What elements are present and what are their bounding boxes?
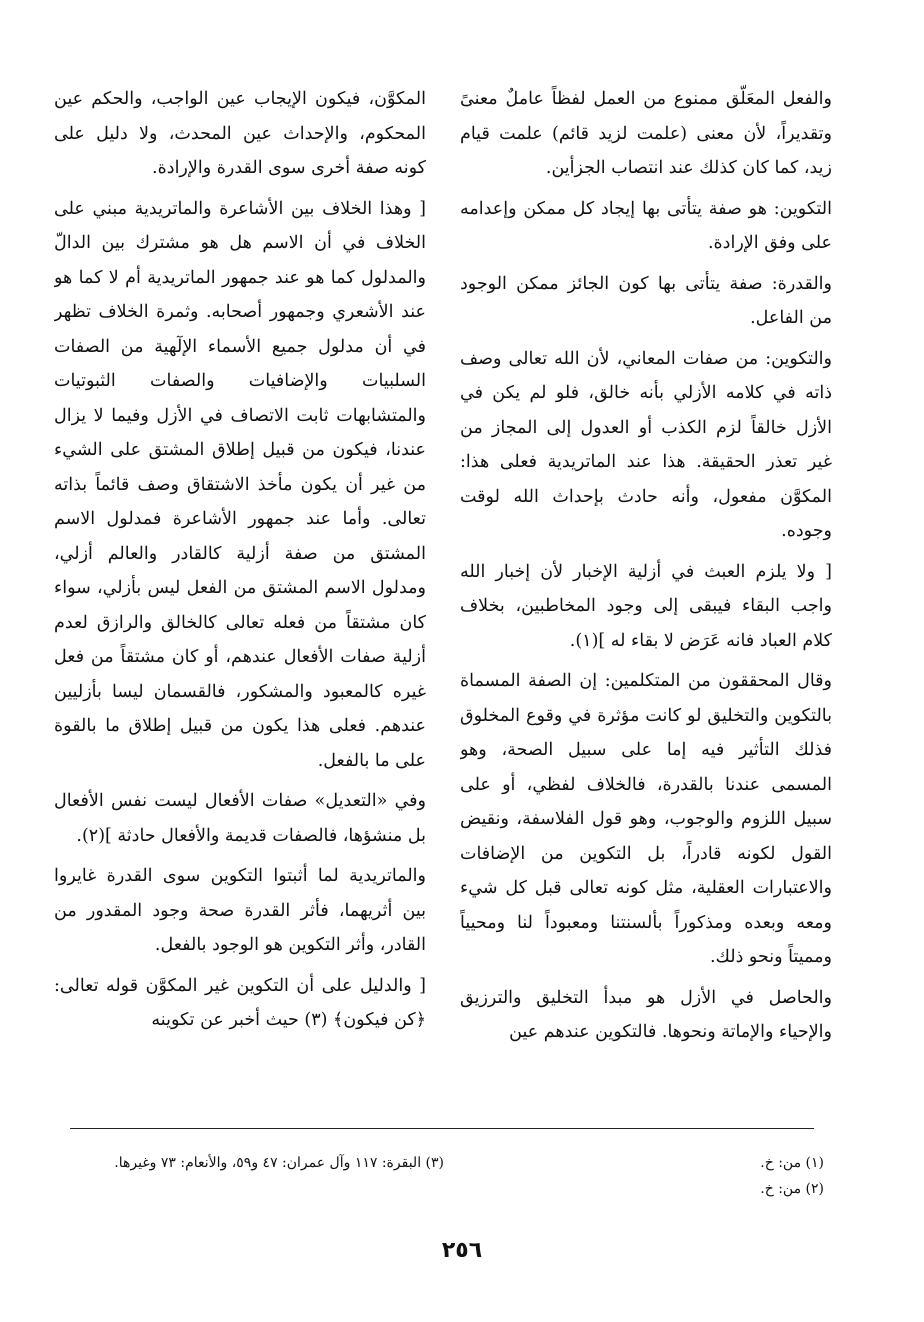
right-paragraph: وقال المحققون من المتكلمين: إن الصفة المسماة بالتكوين والتخليق لو كانت مؤثرة في وقوع المخلوق فذلك التأثير فيه إما على سبيل الصحة، وهو المسمى عندنا بالقدرة، فالخلاف لفظي، أو على سبيل اللزوم والوجوب، وهو قول الفلاسفة، ونقيض القول لكونه قادراً، بل التكوين من الإضافات والاعتبارات العقلية، مثل كونه تعالى قبل كل شيء ومعه وبعده ومذكوراً بألسنتنا ومعبوداً لنا ومحيياً ومميتاً ونحو ذلك. <box>460 671 832 967</box>
footnote: (٣) البقرة: ١١٧ وآل عمران: ٤٧ و٥٩، والأنعام: ٧٣ وغيرها. <box>114 1155 444 1171</box>
right-paragraph: التكوين: هو صفة يتأتى بها إيجاد كل ممكن وإعدامه على وفق الإرادة. <box>460 198 832 253</box>
left-paragraph: [ وهذا الخلاف بين الأشاعرة والماتريدية مبني على الخلاف في أن الاسم هل هو مشترك بين الدالّ والمدلول كما هو عند جمهور الماتريدية أم لا كما هو عند الأشعري وجمهور أصحابه. وثمرة الخلاف تظهر في أن مدلول جميع الأسماء الإلٓهية من الصفات السلبيات والإضافيات والصفات الثبوتيات والمتشابهات ثابت الاتصاف في الأزل وفيما لا يزال عندنا، فيكون من قبيل إطلاق المشتق على الشيء من غير أن يكون مأخذ الاشتقاق وصف قائماً بذاته تعالى. وأما عند جمهور الأشاعرة فمدلول الاسم المشتق من صفة أزلية كالقادر والعالم أزلي، ومدلول الاسم المشتق من الفعل ليس بأزلي، سواء كان مشتقاً من فعله تعالى كالخالق والرازق لعدم أزلية صفات الأفعال عندهم، أو كان مشتقاً من فعل غيره كالمعبود والمشكور، فالقسمان ليسا بأزليين عندهم. فعلى هذا يكون من قبيل إطلاق ما بالقوة على ما بالفعل. <box>54 198 426 771</box>
footnotes-left <box>74 1150 444 1176</box>
footnote: (٢) من: خ. <box>760 1181 824 1197</box>
right-paragraph: والفعل المعَلّق ممنوع من العمل لفظاً عاملٌ معنىً وتقديراً، لأن معنى (علمت لزيد قائم) علمت قيام زيد، كما كان كذلك عند انتصاب الجزأين. <box>460 89 832 178</box>
page-number: ٢٥٦ <box>441 1238 483 1263</box>
left-paragraph: والماتريدية لما أثبتوا التكوين سوى القدرة غايروا بين أثريهما، فأثر القدرة صحة وجود المقدور من القادر، وأثر التكوين هو الوجود بالفعل. <box>54 866 426 955</box>
left-text-column <box>54 82 426 1112</box>
right-text-column <box>460 82 832 1112</box>
right-paragraph: والحاصل في الأزل هو مبدأ التخليق والترزيق والإحياء والإماتة ونحوها. فالتكوين عندهم عين <box>460 987 832 1042</box>
footnote: (١) من: خ. <box>760 1155 824 1171</box>
right-paragraph: والقدرة: صفة يتأتى بها كون الجائز ممكن الوجود من الفاعل. <box>460 273 832 328</box>
left-paragraph: [ والدليل على أن التكوين غير المكوَّن قوله تعالى: ﴿كن فيكون﴾ (٣) حيث أخبر عن تكوينه <box>54 975 426 1030</box>
left-paragraph: وفي «التعديل» صفات الأفعال ليست نفس الأفعال بل منشؤها، فالصفات قديمة والأفعال حادثة ](٢). <box>54 791 426 846</box>
footnote-divider <box>70 1128 814 1129</box>
right-paragraph: والتكوين: من صفات المعاني، لأن الله تعالى وصف ذاته في كلامه الأزلي بأنه خالق، فلو لم يكن في الأزل خالقاً لزم الكذب أو العدول إلى المجاز من غير تعذر الحقيقة. هذا عند الماتريدية فعلى هذا: المكوَّن مفعول، وأنه حادث بإحداث الله لوقت وجوده. <box>460 348 832 541</box>
footnotes-right <box>524 1150 824 1202</box>
left-paragraph: المكوَّن، فيكون الإيجاب عين الواجب، والحكم عين المحكوم، والإحداث عين المحدث، ولا دليل على كونه صفة أخرى سوى القدرة والإرادة. <box>54 89 426 178</box>
right-paragraph: [ ولا يلزم العبث في أزلية الإخبار لأن إخبار الله واجب البقاء فيبقى إلى وجود المخاطبين، بخلاف كلام العباد فانه عَرَض لا بقاء له ](١). <box>460 561 832 651</box>
